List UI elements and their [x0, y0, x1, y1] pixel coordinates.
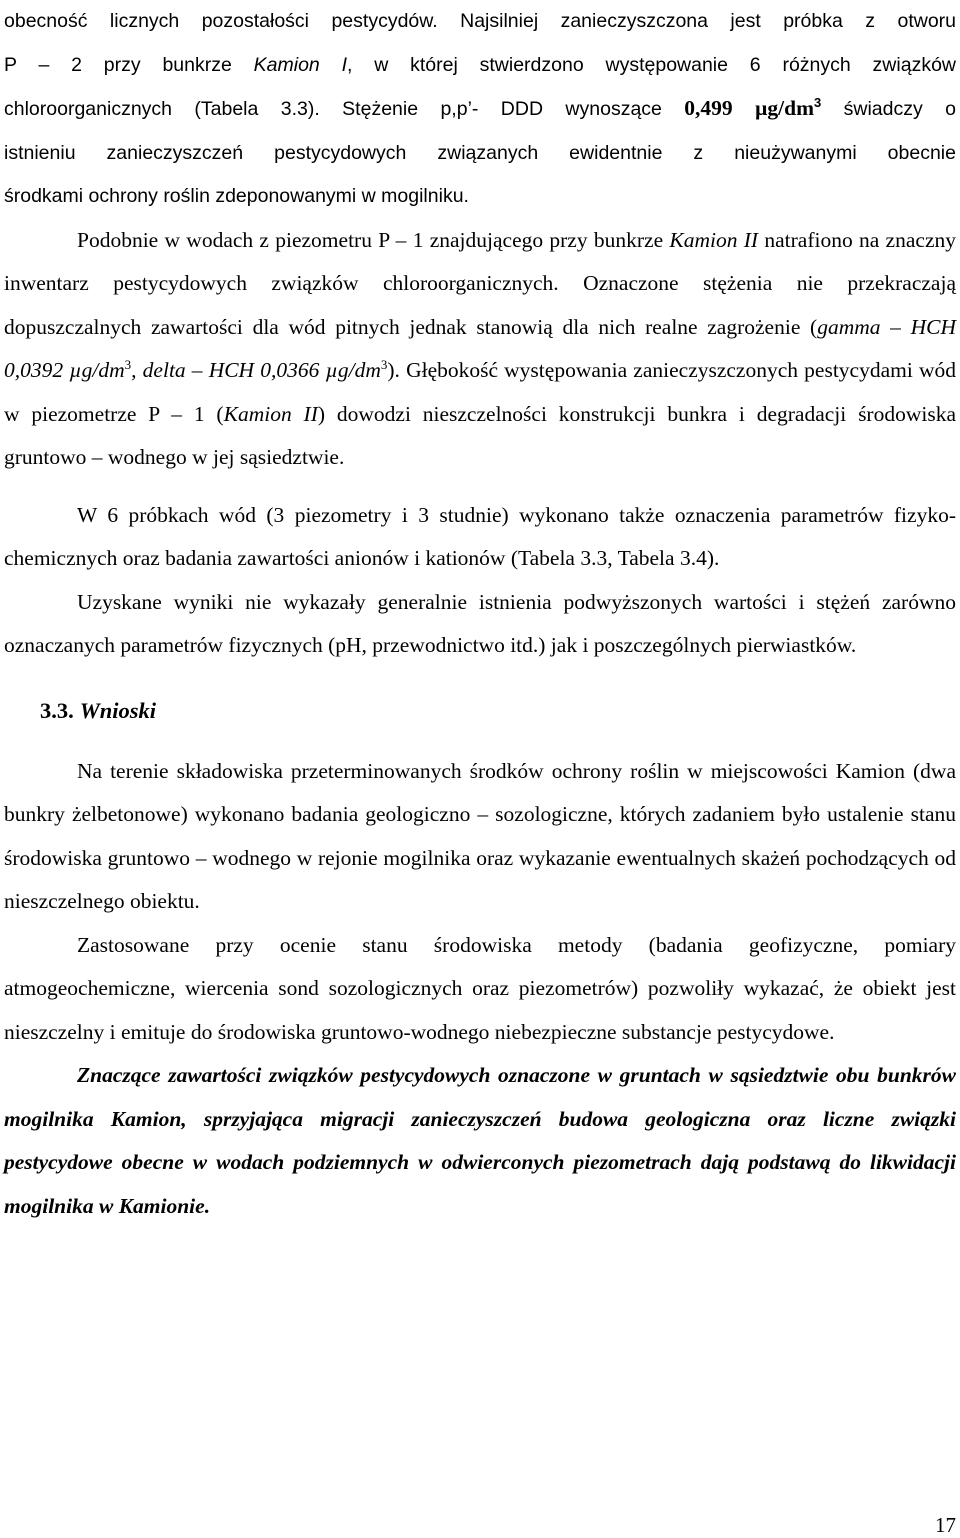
document-page — [4, 0, 956, 1228]
section-heading — [40, 686, 956, 736]
ddd-concentration: 0,499 µg/dm — [684, 96, 815, 120]
paragraph-results: Uzyskane wyniki nie wykazały generalnie istnienia podwyższonych wartości i stężeń zarówno oznaczanych parametrów fizycznych (pH, przewodnictwo itd.) jak i poszczególnych pierwiastków. — [4, 589, 956, 657]
paragraph-site-study: Na terenie składowiska przeterminowanych środków ochrony roślin w miejscowości Kamion (dwa bunkry żelbetonowe) wykonano badania geologiczno – sozologiczne, których zadaniem było ustalenie stanu środowiska gruntowo – wodnego w rejonie mogilnika oraz wykazanie ewentualnych skażeń pochodzących od nieszczelnego obiektu. — [4, 758, 956, 913]
page-number: 17 — [935, 1513, 956, 1537]
text-span: ) dowodzi nieszczelności konstrukcji bunkra i degradacji środowiska gruntowo – wodnego w jej sąsiedztwie. — [4, 401, 957, 469]
bunker-name: Kamion II — [223, 401, 318, 426]
section-title: Wnioski — [79, 697, 157, 723]
text-span: , w której stwierdzono występowanie 6 różnych związków — [347, 53, 956, 76]
gamma-hch-value: gamma – HCH 0,0392 µg/dm — [4, 314, 956, 382]
text-line: istnieniu zanieczyszczeń pestycydowych związanych ewidentnie z nieużywanymi obecnie — [4, 141, 956, 164]
paragraph-conclusion: Znaczące zawartości związków pestycydowych oznaczone w gruntach w sąsiedztwie obu bunkrów mogilnika Kamion, sprzyjająca migracji zanieczyszczeń budowa geologiczna oraz liczne związki pestycydowe obecne w wodach podziemnych w odwierconych piezometrach dają podstawą do likwidacji mogilnika w Kamionie. — [4, 1063, 956, 1218]
paragraph-piezometer-findings — [4, 219, 956, 480]
section-number: 3.3. — [40, 697, 74, 723]
paragraph-water-samples: W 6 próbkach wód (3 piezometry i 3 studnie) wykonano także oznaczenia parametrów fizyko-chemicznych oraz badania zawartości anionów i kationów (Tabela 3.3, Tabela 3.4). — [4, 502, 956, 570]
text-span: Podobnie w wodach z piezometru P – 1 znajdującego przy bunkrze — [77, 227, 670, 252]
text-line: środkami ochrony roślin zdeponowanymi w mogilniku. — [4, 185, 469, 207]
text-span: ). Głębokość występowania zanieczyszczonych pestycydami wód w piezometrze P – 1 ( — [4, 358, 956, 426]
superscript: 3 — [814, 95, 822, 110]
bunker-name: Kamion I — [253, 53, 347, 76]
text-line: obecność licznych pozostałości pestycydów. Najsilniej zanieczyszczona jest próbka z otworu — [4, 10, 956, 32]
superscript: 3 — [380, 357, 388, 372]
paragraph-pesticide-residues — [4, 0, 956, 219]
text-span: świadczy o — [821, 98, 956, 120]
text-span: natrafiono na znaczny inwentarz pestycydowych związków chloroorganicznych. Oznaczone stężenia nie przekraczają dopuszczalnych zawartości dla wód pitnych jednak stanowią dla nich realne zagrożenie ( — [4, 227, 956, 339]
bunker-name: Kamion II — [669, 227, 759, 252]
delta-hch-value: , delta – HCH 0,0366 µg/dm — [131, 358, 381, 382]
text-span: P – 2 przy bunkrze — [4, 53, 254, 76]
paragraph-methods: Zastosowane przy ocenie stanu środowiska metody (badania geofizyczne, pomiary atmogeochemiczne, wiercenia sond sozologicznych oraz piezometrów) pozwoliły wykazać, że obiekt jest nieszczelny i emituje do środowiska gruntowo-wodnego niebezpieczne substancje pestycydowe. — [4, 932, 956, 1044]
text-span: chloroorganicznych (Tabela 3.3). Stężenie p,p’- DDD wynoszące — [4, 98, 685, 120]
superscript: 3 — [124, 357, 132, 372]
text-line — [4, 87, 956, 132]
text-line — [4, 44, 956, 88]
